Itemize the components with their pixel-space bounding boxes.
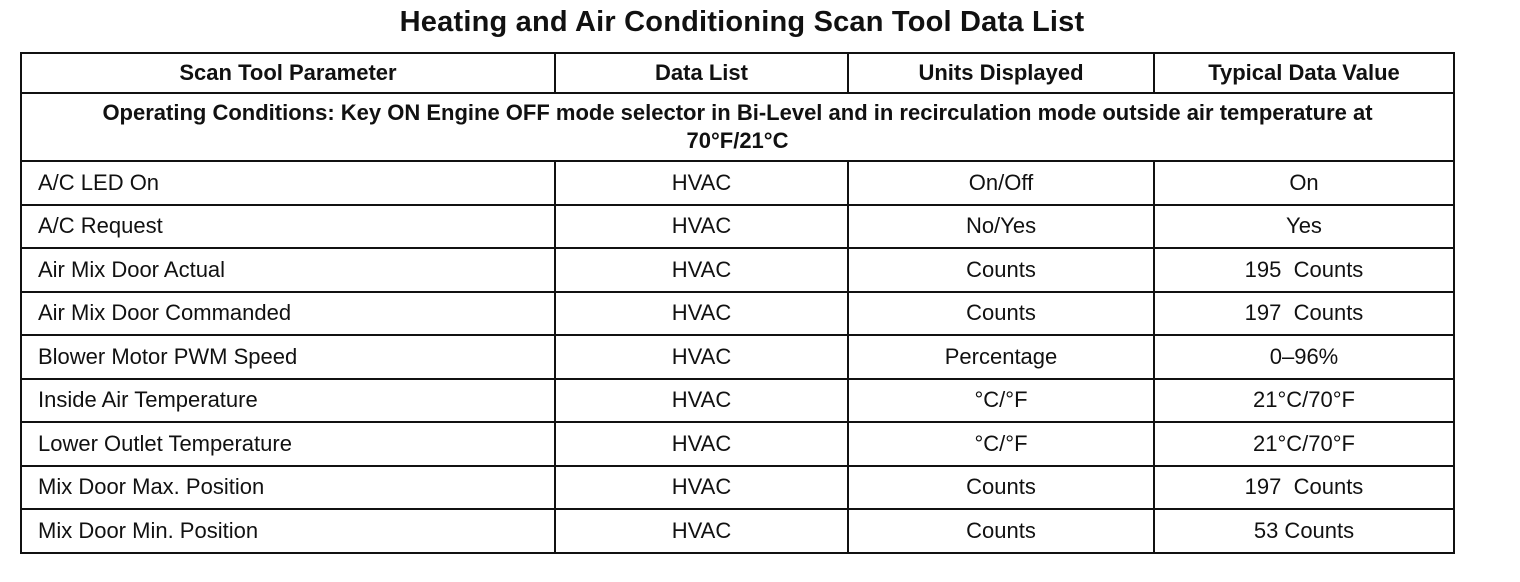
units-cell: Counts bbox=[848, 466, 1154, 510]
parameter-cell: Air Mix Door Actual bbox=[21, 248, 555, 292]
units-cell: On/Off bbox=[848, 161, 1154, 205]
units-cell: Percentage bbox=[848, 335, 1154, 379]
data-list-cell: HVAC bbox=[555, 509, 848, 553]
table-row bbox=[21, 292, 1454, 336]
typical-value-cell: On bbox=[1154, 161, 1454, 205]
parameter-cell: Mix Door Min. Position bbox=[21, 509, 555, 553]
table-row bbox=[21, 248, 1454, 292]
data-list-cell: HVAC bbox=[555, 466, 848, 510]
units-cell: Counts bbox=[848, 248, 1154, 292]
typical-value-cell: 197 Counts bbox=[1154, 466, 1454, 510]
table-row bbox=[21, 509, 1454, 553]
table-row bbox=[21, 422, 1454, 466]
parameter-cell: Air Mix Door Commanded bbox=[21, 292, 555, 336]
data-list-cell: HVAC bbox=[555, 335, 848, 379]
units-cell: Counts bbox=[848, 509, 1154, 553]
parameter-cell: Inside Air Temperature bbox=[21, 379, 555, 423]
parameter-cell: Blower Motor PWM Speed bbox=[21, 335, 555, 379]
typical-value-cell: 0–96% bbox=[1154, 335, 1454, 379]
header-scan-tool-parameter: Scan Tool Parameter bbox=[21, 53, 555, 93]
header-units-displayed: Units Displayed bbox=[848, 53, 1154, 93]
table-row bbox=[21, 161, 1454, 205]
operating-conditions: Operating Conditions: Key ON Engine OFF mode selector in Bi-Level and in recirculation mode outside air temperature at 70°F/21°C bbox=[21, 93, 1454, 161]
parameter-cell: A/C Request bbox=[21, 205, 555, 249]
units-cell: Counts bbox=[848, 292, 1154, 336]
page-title: Heating and Air Conditioning Scan Tool Data List bbox=[399, 6, 1085, 38]
header-data-list: Data List bbox=[555, 53, 848, 93]
parameter-cell: Lower Outlet Temperature bbox=[21, 422, 555, 466]
conditions-row bbox=[21, 93, 1454, 161]
table-row bbox=[21, 466, 1454, 510]
table-row bbox=[21, 335, 1454, 379]
units-cell: °C/°F bbox=[848, 422, 1154, 466]
typical-value-cell: 53 Counts bbox=[1154, 509, 1454, 553]
scan-tool-data-table bbox=[20, 52, 1455, 554]
data-list-cell: HVAC bbox=[555, 292, 848, 336]
header-typical-data-value: Typical Data Value bbox=[1154, 53, 1454, 93]
data-list-cell: HVAC bbox=[555, 205, 848, 249]
table-row bbox=[21, 205, 1454, 249]
data-list-cell: HVAC bbox=[555, 422, 848, 466]
typical-value-cell: 21°C/70°F bbox=[1154, 422, 1454, 466]
data-list-cell: HVAC bbox=[555, 379, 848, 423]
parameter-cell: Mix Door Max. Position bbox=[21, 466, 555, 510]
typical-value-cell: 21°C/70°F bbox=[1154, 379, 1454, 423]
units-cell: °C/°F bbox=[848, 379, 1154, 423]
data-list-cell: HVAC bbox=[555, 161, 848, 205]
typical-value-cell: 195 Counts bbox=[1154, 248, 1454, 292]
table-row bbox=[21, 379, 1454, 423]
typical-value-cell: 197 Counts bbox=[1154, 292, 1454, 336]
header-row bbox=[21, 53, 1454, 93]
typical-value-cell: Yes bbox=[1154, 205, 1454, 249]
units-cell: No/Yes bbox=[848, 205, 1154, 249]
parameter-cell: A/C LED On bbox=[21, 161, 555, 205]
data-list-cell: HVAC bbox=[555, 248, 848, 292]
